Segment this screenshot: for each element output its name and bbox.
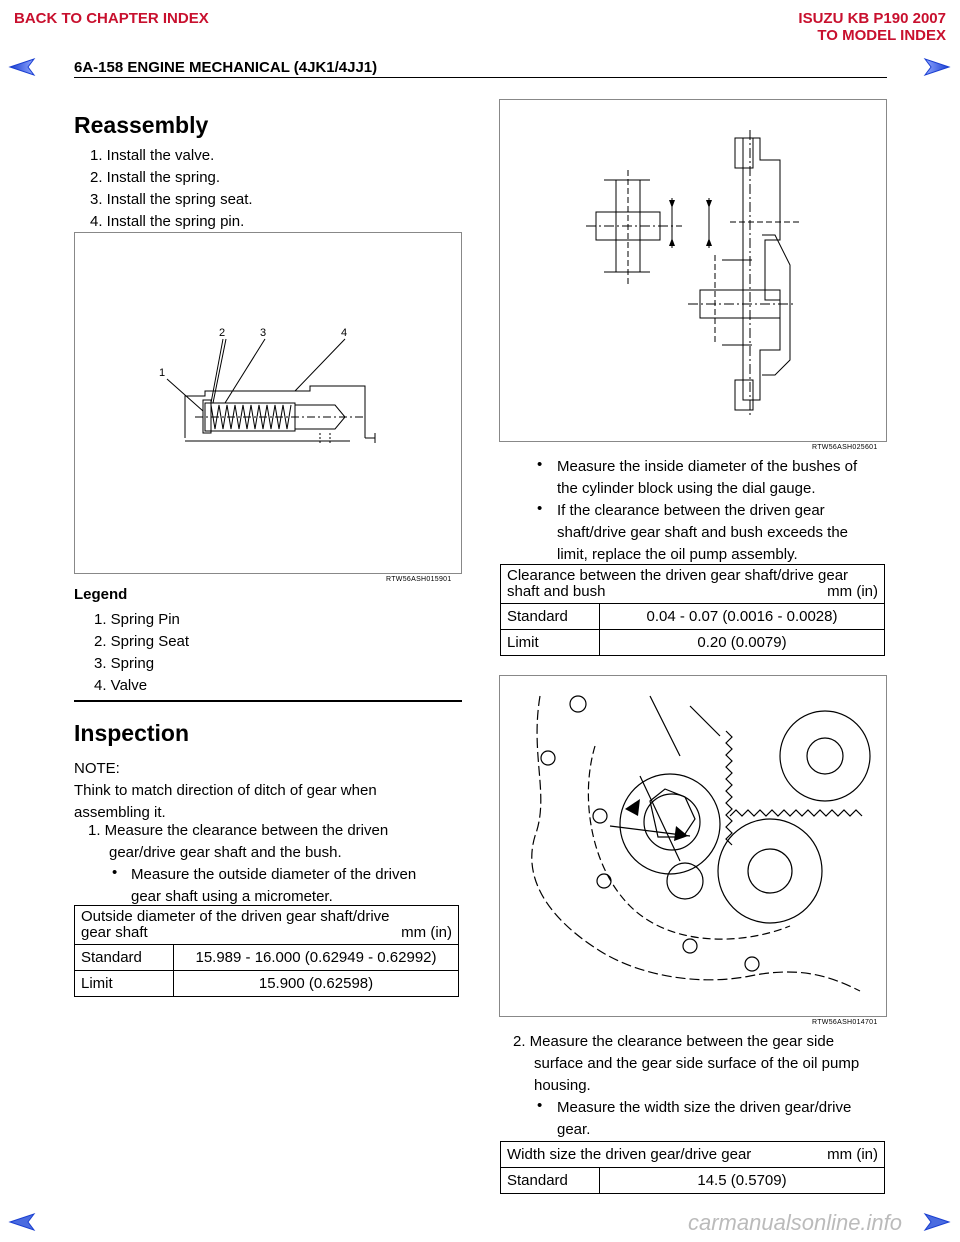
bullet4-line-2: gear.	[557, 1121, 591, 1138]
width-size-table	[500, 1141, 885, 1194]
table2-row2-label: Limit	[501, 630, 600, 656]
header-rule	[74, 77, 887, 78]
page-title: 6A-158 ENGINE MECHANICAL (4JK1/4JJ1)	[74, 59, 378, 76]
oil-pump-housing-figure	[499, 675, 887, 1017]
gear-shaft-figure	[499, 99, 887, 442]
step2-line-3: housing.	[534, 1077, 591, 1094]
bullet-4	[557, 1097, 887, 1141]
bullet-icon: •	[537, 500, 543, 517]
gear-shaft-drawing	[500, 100, 886, 441]
bullet4-line-1: Measure the width size the driven gear/drive	[557, 1099, 852, 1116]
table2-row1-value: 0.04 - 0.07 (0.0016 - 0.0028)	[600, 604, 885, 630]
table3-header	[501, 1142, 885, 1168]
valve-assembly-figure	[74, 232, 462, 574]
table2-row1-label: Standard	[501, 604, 600, 630]
clearance-table	[500, 564, 885, 656]
table2-unit: mm (in)	[827, 583, 878, 600]
bullet3-line-1: If the clearance between the driven gear	[557, 502, 825, 519]
outside-diameter-table	[74, 905, 459, 997]
section-divider	[74, 700, 462, 702]
bullet3-line-3: limit, replace the oil pump assembly.	[557, 546, 798, 563]
reassembly-step-1: 1. Install the valve.	[90, 147, 215, 164]
legend-title: Legend	[74, 586, 128, 603]
table-row	[501, 630, 885, 656]
table3-row1-value: 14.5 (0.5709)	[600, 1168, 885, 1194]
callout-2: 2	[219, 327, 226, 339]
watermark: carmanualsonline.info	[688, 1210, 903, 1235]
step1-line-2: gear/drive gear shaft and the bush.	[109, 844, 342, 861]
table1-header-line-1: Outside diameter of the driven gear shaft/drive	[81, 908, 390, 925]
table-row	[501, 1168, 885, 1194]
oil-pump-housing-drawing	[500, 676, 886, 1016]
table-row	[75, 945, 459, 971]
table-row	[75, 971, 459, 997]
table3-unit: mm (in)	[827, 1146, 878, 1163]
reassembly-steps	[90, 145, 253, 233]
callout-4: 4	[341, 327, 348, 339]
table2-row2-value: 0.20 (0.0079)	[600, 630, 885, 656]
to-model-index-text: TO MODEL INDEX	[817, 27, 946, 44]
prev-page-arrow-icon[interactable]	[8, 1212, 38, 1232]
table1-header-line-2: gear shaft	[81, 924, 148, 941]
prev-page-arrow-icon[interactable]	[8, 57, 38, 77]
table1-unit: mm (in)	[401, 924, 452, 941]
inspection-step-1	[88, 820, 462, 864]
step1-line-1: 1. Measure the clearance between the driven	[88, 822, 389, 839]
figure-code-3: RTW56ASH014701	[812, 1019, 878, 1026]
bullet-icon: •	[537, 1097, 543, 1114]
legend-item-4: 4. Valve	[94, 677, 148, 694]
table2-header	[501, 565, 885, 604]
model-index-link[interactable]	[798, 10, 946, 44]
valve-assembly-drawing	[75, 233, 461, 573]
bullet-icon: •	[537, 456, 543, 473]
bullet-3	[557, 500, 887, 566]
step2-line-2: surface and the gear side surface of the oil pump	[534, 1055, 860, 1072]
bullet1-line-1: Measure the outside diameter of the driven	[131, 866, 417, 883]
table3-header-text: Width size the driven gear/drive gear	[507, 1146, 752, 1163]
inspection-step-2	[513, 1031, 887, 1097]
reassembly-step-2: 2. Install the spring.	[90, 169, 221, 186]
legend-list	[94, 609, 189, 697]
table1-row1-value: 15.989 - 16.000 (0.62949 - 0.62992)	[174, 945, 459, 971]
note-line-2: assembling it.	[74, 804, 166, 821]
figure-code-2: RTW56ASH025601	[812, 444, 878, 451]
bullet3-line-2: shaft/drive gear shaft and bush exceeds the	[557, 524, 849, 541]
model-name: ISUZU KB P190 2007	[798, 10, 946, 27]
figure-code-1: RTW56ASH015901	[386, 576, 452, 583]
legend-item-1: 1. Spring Pin	[94, 611, 180, 628]
next-page-arrow-icon[interactable]	[921, 57, 951, 77]
callout-3: 3	[260, 327, 267, 339]
reassembly-heading: Reassembly	[74, 112, 209, 138]
reassembly-step-4: 4. Install the spring pin.	[90, 213, 245, 230]
bullet2-line-1: Measure the inside diameter of the bushes of	[557, 458, 858, 475]
table1-row2-label: Limit	[75, 971, 174, 997]
reassembly-step-3: 3. Install the spring seat.	[90, 191, 253, 208]
legend-item-3: 3. Spring	[94, 655, 155, 672]
note-label: NOTE:	[74, 760, 120, 777]
bullet-1	[131, 864, 462, 908]
table2-header-line-1: Clearance between the driven gear shaft/drive gear	[507, 567, 849, 584]
bullet1-line-2: gear shaft using a micrometer.	[131, 888, 333, 905]
back-to-chapter-index-link[interactable]: BACK TO CHAPTER INDEX	[14, 10, 209, 27]
callout-1: 1	[159, 367, 166, 379]
bullet-icon: •	[112, 864, 118, 881]
inspection-heading: Inspection	[74, 720, 190, 746]
table2-header-line-2: shaft and bush	[507, 583, 606, 600]
table3-row1-label: Standard	[501, 1168, 600, 1194]
table1-header	[75, 906, 459, 945]
table-row	[501, 604, 885, 630]
legend-item-2: 2. Spring Seat	[94, 633, 190, 650]
step2-line-1: 2. Measure the clearance between the gear side	[513, 1033, 835, 1050]
next-page-arrow-icon[interactable]	[921, 1212, 951, 1232]
table1-row2-value: 15.900 (0.62598)	[174, 971, 459, 997]
bullet-2	[557, 456, 887, 500]
bullet2-line-2: the cylinder block using the dial gauge.	[557, 480, 816, 497]
table1-row1-label: Standard	[75, 945, 174, 971]
inspection-note	[74, 758, 462, 824]
note-line-1: Think to match direction of ditch of gear when	[74, 782, 377, 799]
